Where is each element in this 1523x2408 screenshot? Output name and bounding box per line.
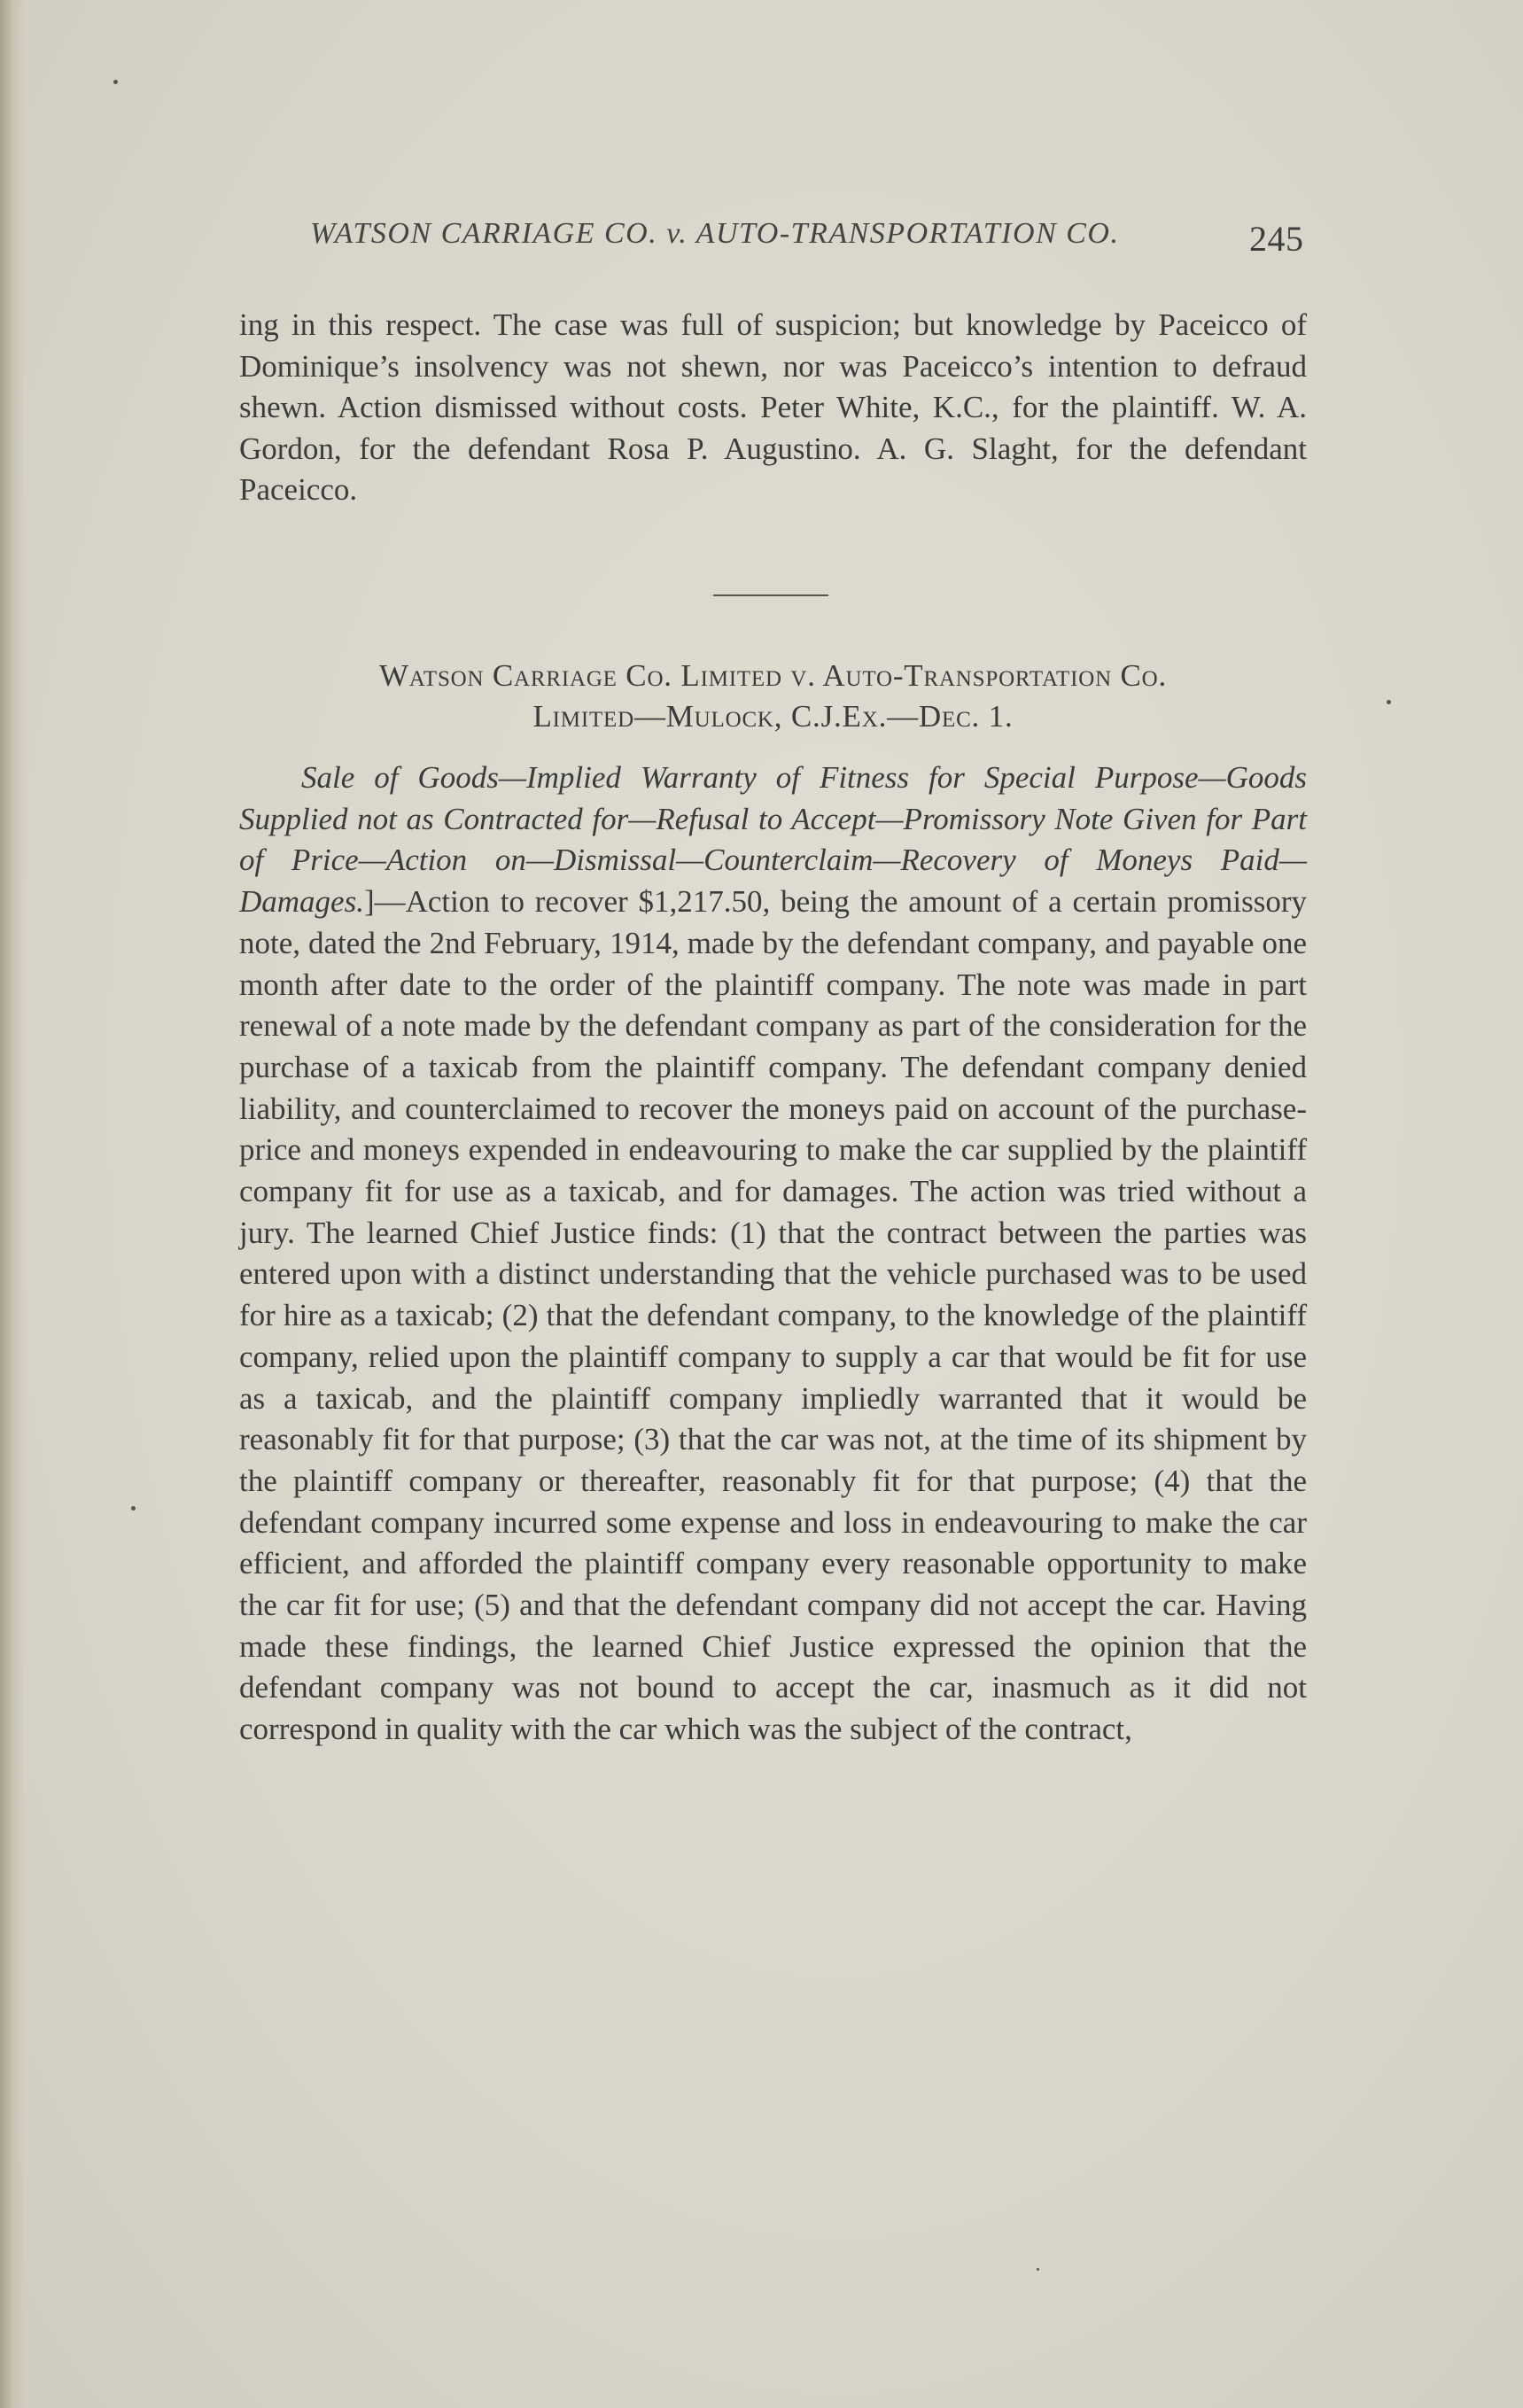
previous-case-text: ing in this respect. The case was full of suspicion; but knowledge by Paceicco of Dominique’s insolvency was not shewn, nor was Paceicco’s intention to defraud shewn. Action dismissed without costs. Peter White, K.C., for the plaintiff. W. A. Gordon, for the defendant Rosa P. Augustino. A. G. Slaght, for the defendant Paceicco. [239,307,1307,508]
paper-speck [1037,2268,1039,2271]
running-head: WATSON CARRIAGE CO. v. AUTO-TRANSPORTATION CO. [310,217,1120,250]
paper-speck [1387,700,1391,704]
case-paragraph [239,757,1307,1751]
case-title [239,656,1307,737]
previous-case-conclusion [239,305,1307,511]
binding-shadow [0,0,25,2408]
paper-speck [131,1506,136,1511]
page-number: 245 [1249,219,1304,259]
case-title-line-2: Limited—Mulock, C.J.Ex.—Dec. 1. [532,699,1014,734]
case-report [239,757,1307,1751]
case-title-line-1: Watson Carriage Co. Limited v. Auto-Transportation Co. [378,658,1168,693]
section-divider [713,594,828,596]
paper-speck [113,80,118,84]
case-body: ]—Action to recover $1,217.50, being the amount of a certain promissory note, dated the 2nd February, 1914, made by the defendant company, and payable one month after date to the order of the plaintiff company. The note was made in part renewal of a note made by the defendant company as part of the consideration for the purchase of a taxicab from the plaintiff company. The defendant company denied liability, and counterclaimed to recover the moneys paid on account of the purchase-price and moneys expended in endeavouring to make the car supplied by the plaintiff company fit for use as a taxicab, and for damages. The action was tried without a jury. The learned Chief Justice finds: (1) that the contract between the parties was entered upon with a distinct understanding that the vehicle purchased was to be used for hire as a taxicab; (2) that the defendant company, to the knowledge of the plaintiff company, relied upon the plaintiff company to supply a car that would be fit for use as a taxicab, and the plaintiff company impliedly warranted that it would be reasonably fit for that purpose; (3) that the car was not, at the time of its shipment by the plaintiff company or thereafter, reasonably fit for that purpose; (4) that the defendant company incurred some expense and loss in endeavouring to make the car efficient, and afforded the plaintiff company every reasonable opportunity to make the car fit for use; (5) and that the defendant company did not accept the car. Having made these findings, the learned Chief Justice expressed the opinion that the defendant company was not bound to accept the car, inasmuch as it did not correspond in quality with the car which was the subject of the contract, [239,884,1307,1747]
case-headnote: Sale of Goods—Implied Warranty of Fitness for Special Purpose—Goods Supplied not as Contracted for—Refusal to Accept—Promissory Note Given for Part of Price—Action on—Dismissal—Counterclaim—Recovery of Moneys Paid—Damages. [239,760,1307,920]
